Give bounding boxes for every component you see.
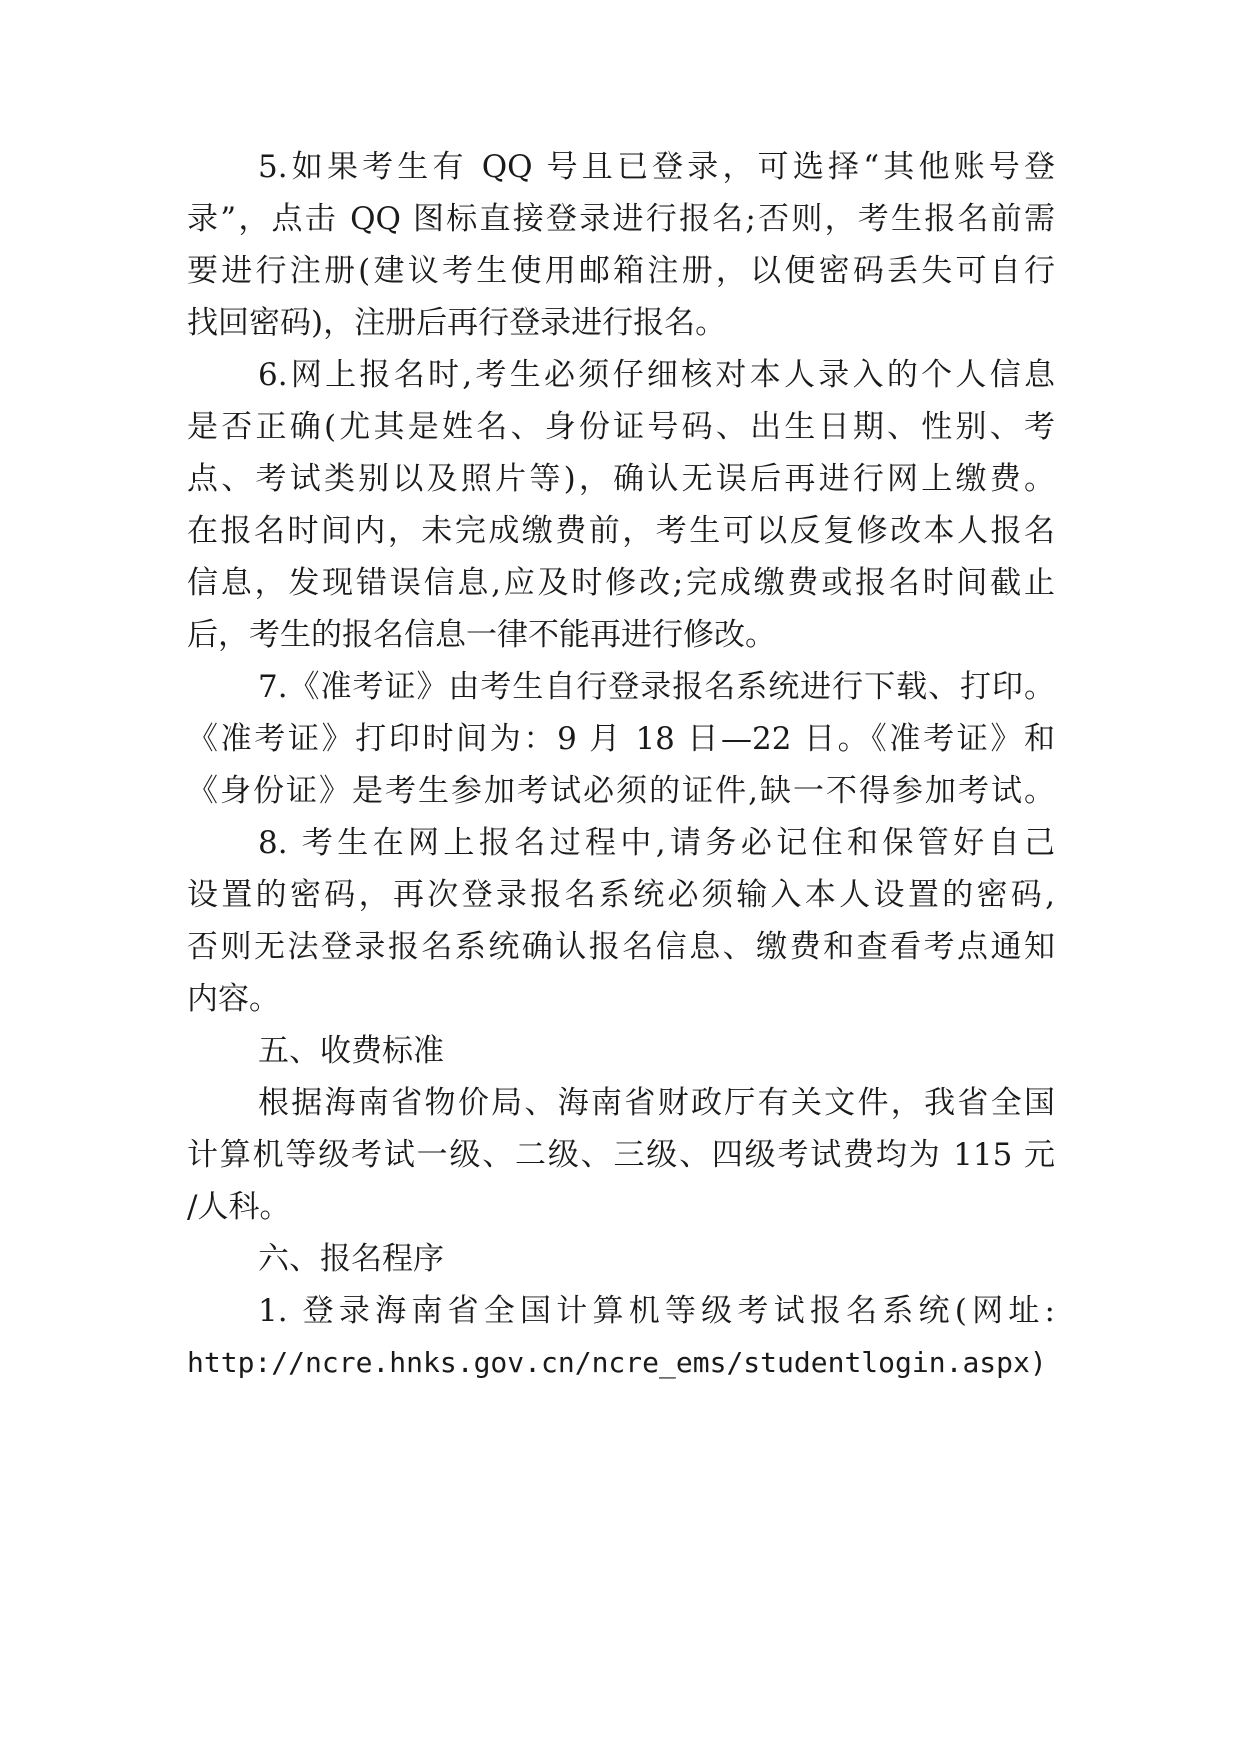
fees-paragraph-line-2: 计算机等级考试一级、二级、三级、四级考试费均为 115 元 [187,1137,1055,1173]
paragraph-6-line-4: 在报名时间内，未完成缴费前，考生可以反复修改本人报名 [187,513,1055,549]
paragraph-5-line-2: 录”，点击 QQ 图标直接登录进行报名;否则，考生报名前需 [187,201,1055,237]
paragraph-8-line-2: 设置的密码，再次登录报名系统必须输入本人设置的密码, [187,877,1055,913]
paragraph-7-line-2: 《准考证》打印时间为：9 月 18 日—22 日。《准考证》和 [187,721,1055,757]
registration-url: http://ncre.hnks.gov.cn/ncre_ems/studentlogin.aspx) [187,1346,1047,1379]
section-heading-procedure: 六、报名程序 [258,1241,444,1277]
fees-paragraph-line-1: 根据海南省物价局、海南省财政厅有关文件，我省全国 [258,1085,1055,1121]
procedure-step-1-line-1: 1. 登录海南省全国计算机等级考试报名系统(网址: [258,1293,1055,1329]
paragraph-7-line-3: 《身份证》是考生参加考试必须的证件,缺一不得参加考试。 [187,773,1055,809]
paragraph-5-line-4: 找回密码)，注册后再行登录进行报名。 [187,305,727,341]
paragraph-7-line-1: 7.《准考证》由考生自行登录报名系统进行下载、打印。 [258,669,1055,705]
paragraph-8-line-1: 8. 考生在网上报名过程中,请务必记住和保管好自己 [258,825,1055,861]
paragraph-6-line-3: 点、考试类别以及照片等)，确认无误后再进行网上缴费。 [187,461,1055,497]
paragraph-5-line-1: 5.如果考生有 QQ 号且已登录，可选择“其他账号登 [258,149,1055,185]
paragraph-8-line-3: 否则无法登录报名系统确认报名信息、缴费和查看考点通知 [187,929,1055,965]
paragraph-6-line-6: 后，考生的报名信息一律不能再进行修改。 [187,617,776,653]
paragraph-6-line-1: 6.网上报名时,考生必须仔细核对本人录入的个人信息 [258,357,1055,393]
paragraph-6-line-2: 是否正确(尤其是姓名、身份证号码、出生日期、性别、考 [187,409,1055,445]
fees-paragraph-line-3: /人科。 [187,1189,291,1225]
paragraph-5-line-3: 要进行注册(建议考生使用邮箱注册，以便密码丢失可自行 [187,253,1055,289]
paragraph-8-line-4: 内容。 [187,981,280,1017]
paragraph-6-line-5: 信息，发现错误信息,应及时修改;完成缴费或报名时间截止 [187,565,1055,601]
section-heading-fees: 五、收费标准 [258,1033,444,1069]
